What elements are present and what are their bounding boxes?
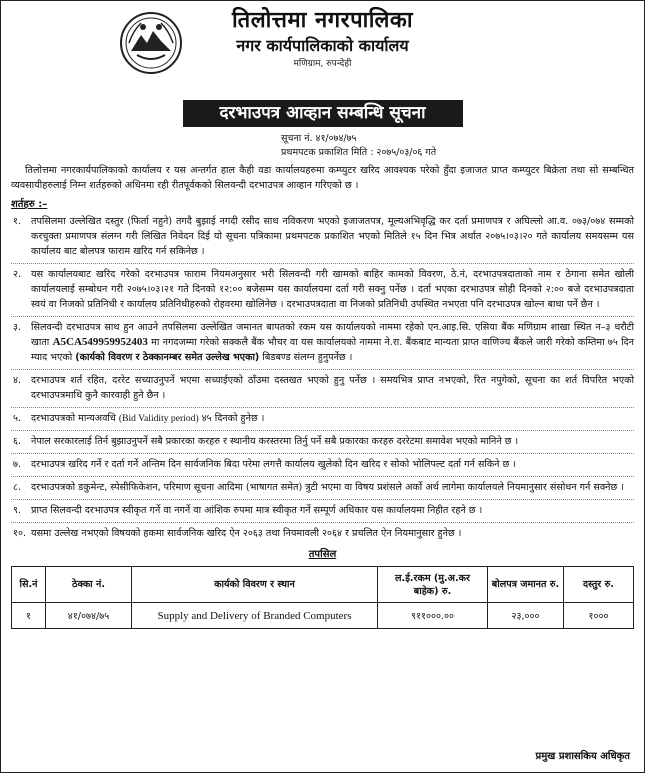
condition-item: [11, 526, 634, 545]
table-cell: ९११०००.००: [378, 603, 488, 629]
table-cell: १०००: [564, 603, 634, 629]
condition-item: [11, 480, 634, 500]
table-cell: २३,०००: [488, 603, 564, 629]
table-row: [12, 603, 634, 629]
condition-number: ४.: [13, 375, 22, 386]
table-cell: Supply and Delivery of Branded Computers: [132, 603, 378, 629]
signatory-title: प्रमुख प्रशासकिय अधिकृत: [535, 751, 630, 762]
condition-text: [31, 411, 634, 426]
column-header: कार्यको विवरण र स्थान: [132, 567, 378, 603]
notice-reference: [11, 132, 634, 160]
condition-item: [11, 457, 634, 477]
condition-number: ५.: [13, 413, 22, 424]
notice-header: [11, 7, 634, 99]
condition-number: ९.: [13, 505, 22, 516]
condition-text: [31, 320, 634, 365]
condition-text-part: बिडबण्ड संलग्न हुनुपर्नेछ ।: [259, 352, 353, 363]
condition-item: [11, 434, 634, 454]
condition-number: ८.: [13, 482, 22, 493]
notice-banner: दरभाउपत्र आव्हान सम्बन्धि सूचना: [183, 100, 463, 127]
conditions-list: [11, 214, 634, 545]
condition-text-part: सिलवन्दी दरभाउपत्र साथ हुन आउने तपसिलमा उल्लेखित जमानत बापतको रकम यस कार्यालयको नाममा रहेको एन.आइ.सि. एसिया बैंक मणिग्राम शाखा स्थित न–३ धरौटी खाता: [31, 322, 634, 348]
condition-number: ७.: [13, 459, 22, 470]
bid-schedule-table: [11, 566, 634, 629]
column-header: बोलपत्र जमानत रु.: [488, 567, 564, 603]
condition-number: ३.: [13, 322, 22, 333]
column-header: ठेक्का नं.: [46, 567, 132, 603]
publish-date: प्रथमपटक प्रकाशित मिति : २०७५/०३/०६ गते: [281, 147, 437, 158]
nepal-government-emblem-icon: [119, 11, 183, 75]
condition-item: [11, 503, 634, 523]
municipality-title: तिलोत्तमा नगरपालिका: [231, 8, 414, 33]
column-header: सि.नं: [12, 567, 46, 603]
condition-number: २.: [13, 269, 22, 280]
condition-item: [11, 411, 634, 431]
intro-paragraph: तिलोत्तमा नगरकार्यपालिकाको कार्यालय र यस अन्तर्गत हाल कैही वडा कार्यालयहरुमा कम्प्युटर खरिद आवश्यक परेको हुँदा इजाजत प्राप्त कम्प्युटर बिक्रेता तथा सो सम्बन्धित व्यवसायीहरुलाई निम्न शर्तहरुको अधिनमा रही रीतपूर्वकको सिलवन्दी दरभाउपत्र आव्हान गरिएको छ ।: [11, 165, 634, 191]
condition-text: तपसिलमा उल्लेखित दस्तुर (फिर्ता नहुने) तगदै बुझाई नगदी रसीद साथ नविकरण भएको इजाजतपत्र, मूल्यअभिवृद्धि कर दर्ता प्रमाणपत्र र अघिल्लो आ.व. ०७३/०७४ सम्मको करचुक्ता प्रमाणपत्र संलग्न गरी लिखित निवेदन दिई यो सूचना पत्रिकामा प्रथमपटक प्रकाशित भएको मितिले १५ दिन भित्र अर्थात २०७५।०३।२० गते कार्यालय समयसम्म यस कार्यालय बाट बोलपत्र फाराम खरिद गर्न सकिनेछ ।: [31, 216, 634, 257]
condition-item: [11, 320, 634, 370]
condition-text: दरभाउपत्रको डकुमेन्ट, स्पेसीफिकेशन, परिमाण सूचना आदिमा (भाषागत समेत) त्रुटी भएमा वा विषय प्रशंसले अर्को अर्थ लागेमा कार्यालयले नियमानुसार संसोधन गर्न सक्नेछ ।: [31, 482, 624, 493]
condition-number: १०.: [13, 528, 27, 539]
condition-text: यस कार्यालयबाट खरिद गरेको दरभाउपत्र फाराम नियमअनुसार भरी सिलवन्दी गरी खामको बाहिर कामको विवरण, ठे.नं, दरभाउपत्रदाताको नाम र ठेगाना समेत खोली कार्यालयलाई सम्बोधन गरी २०७५।०३।२१ गते दिनको १२:०० बजेसम्म यस कार्यालयमा दर्ता गरी सक्नु पर्नेछ । दर्ता भएका दरभाउपत्र सोही दिनको २:०० बजे दरभाउपत्रदाता स्वयं वा निजको प्रतिनिधी र कार्यालय प्रतिनिधीहरुको रोहवरमा खोलिनेछ । दरभाउपत्रदाता वा निजको प्रतिनिधी उपस्थित नभएता पनि दरभाउपत्र खोल्न बाधा पर्ने छैन ।: [31, 269, 634, 310]
office-location: मणिग्राम, रुपन्देही: [293, 59, 352, 69]
table-header-row: [12, 567, 634, 603]
column-header: ल.ई.रकम (मु.अ.कर बाहेक) रु.: [378, 567, 488, 603]
column-header: दस्तुर रु.: [564, 567, 634, 603]
condition-text: दरभाउपत्र शर्त रहित, दररेट सच्याउनुपर्ने भएमा सच्याईएको ठाँउमा दस्तखत भएको हुनु पर्नेछ । समयभित्र प्राप्त नभएको, रित नपुगेको, सूचना का शर्त विपरित भएको दरभाउपत्रमाथि कुनै कारवाही हुने छैन ।: [31, 375, 634, 401]
bid-validity-term: (Bid Validity period): [118, 413, 199, 424]
office-subtitle: नगर कार्यपालिकाको कार्यालय: [236, 36, 409, 55]
condition-text-part: दरभाउपत्रको मान्यअवधि: [31, 413, 119, 424]
bank-account-number: A5CA549959952403: [52, 336, 148, 348]
conditions-title: शर्तहरु :–: [11, 199, 48, 210]
condition-text: नेपाल सरकारलाई तिर्न बुझाउनुपर्ने सबै प्रकारका करहरु र स्थानीय करस्तरमा तिर्नु पर्ने सबै प्रकारका करहरु दररेटमा समावेश भएको मानिने छ ।: [31, 436, 519, 447]
condition-number: १.: [13, 216, 22, 227]
condition-bold-text: (कार्यको विवरण र ठेक्कानम्बर समेत उल्लेख भएका): [75, 352, 260, 363]
schedule-title: तपसिल: [308, 549, 337, 560]
table-cell: १: [12, 603, 46, 629]
condition-text: प्राप्त सिलवन्दी दरभाउपत्र स्वीकृत गर्ने वा नगर्ने वा आंशिक रुपमा मात्र स्वीकृत गर्ने सम्पूर्ण अधिकार यस कार्यालयमा निहीत रहने छ ।: [31, 505, 483, 516]
condition-item: [11, 267, 634, 317]
condition-number: ६.: [13, 436, 22, 447]
condition-text-part: मा नगदजम्मा गरेको सक्कलै बैंक भौचर वा यस कार्यालयको नाममा ने.रा. बैंकबाट मान्यता प्राप्त वाणिज्य बैंकले जारी गरेको कम्तिमा ७५ दिन म्याद भएको: [31, 337, 634, 363]
condition-text-part: ४५ दिनको हुनेछ ।: [198, 413, 265, 424]
condition-text: यसमा उल्लेख नभएको विषयको हकमा सार्वजनिक खरिद ऐन २०६३ तथा नियमावली २०६४ र प्रचलित ऐन नियमानुसार हुनेछ ।: [31, 528, 462, 539]
condition-text: दरभाउपत्र खरिद गर्ने र दर्ता गर्ने अन्तिम दिन सार्वजनिक बिदा परेमा लगत्तै कार्यालय खुलेको दिन खरिद र सोको भोलिपल्ट दर्ता गर्न सकिने छ ।: [31, 459, 516, 470]
notice-number: सूचना नं. ४१/०७४/७५: [281, 133, 357, 144]
condition-item: [11, 214, 634, 264]
table-cell: ४१/०७४/७५: [46, 603, 132, 629]
condition-item: [11, 373, 634, 408]
